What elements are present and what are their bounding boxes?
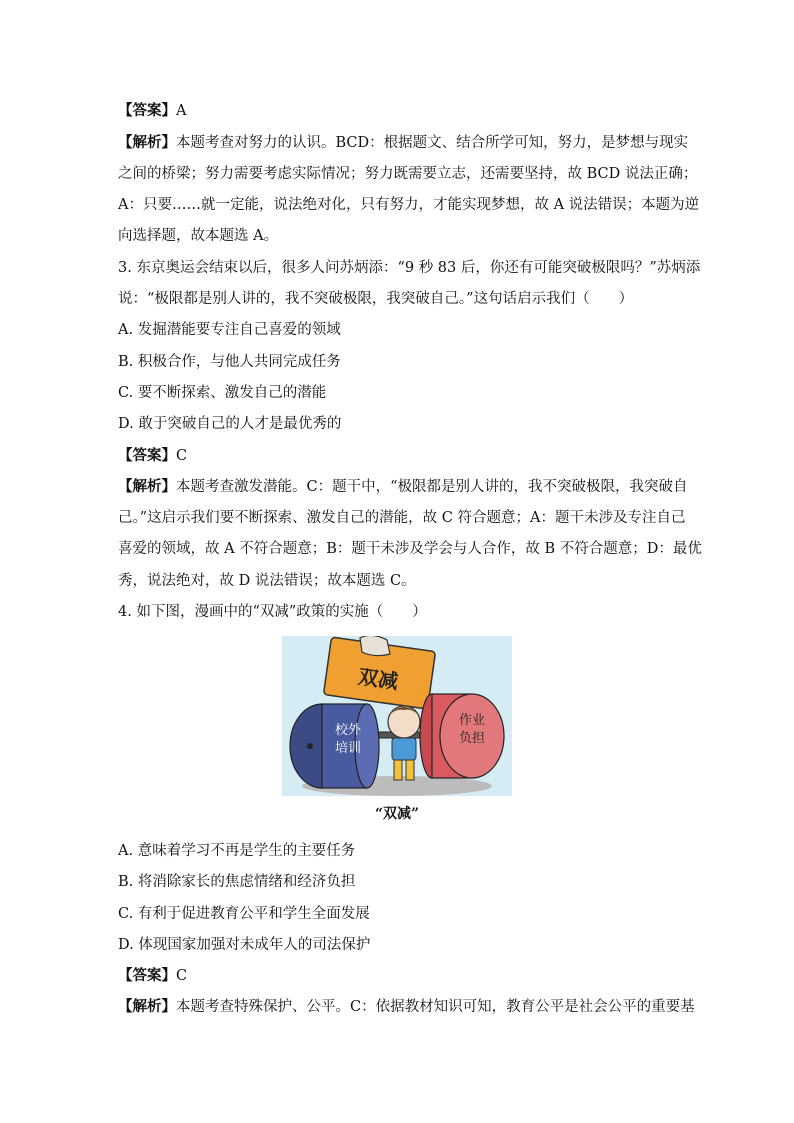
analysis-text: 本题考查激发潜能。C：题干中，“极限都是别人讲的，我不突破极限，我突破自 [176, 479, 688, 495]
right-weight-label-2: 负担 [458, 731, 486, 746]
q4-option-c: C. 有利于促进教育公平和学生全面发展 [118, 906, 370, 922]
answer-tag: 【答案】 [118, 967, 176, 984]
q3-analysis-line-4: 秀，说法绝对，故 D 说法错误；故本题选 C。 [118, 573, 416, 589]
q2-analysis-line-2: 之间的桥梁；努力需要考虑实际情况；努力既需要立志，还需要坚持，故 BCD 说法正确； [118, 166, 698, 182]
q3-stem-line-1: 3. 东京奥运会结束以后，很多人问苏炳添：“9 秒 83 后，你还有可能突破极限吗？”苏炳添 [118, 260, 701, 276]
q3-analysis-line-3: 喜爱的领域，故 A 不符合题意；B：题干未涉及学会与人合作，故 B 不符合题意；D：最优 [118, 541, 702, 557]
q2-analysis-line-3: A：只要……就一定能，说法绝对化，只有努力，才能实现梦想，故 A 说法错误；本题为逆 [118, 197, 700, 213]
shuangjian-cartoon [282, 636, 512, 826]
answer-value: C [176, 968, 188, 984]
analysis-tag: 【解析】 [118, 478, 176, 495]
answer-tag: 【答案】 [118, 102, 176, 119]
q3-analysis-line-1 [118, 477, 688, 497]
answer-tag: 【答案】 [118, 447, 176, 464]
left-weight-label-1: 校外 [334, 723, 362, 738]
q2-answer-line [118, 101, 678, 121]
q3-analysis-line-2: 己。”这启示我们要不断探索、激发自己的潜能，故 C 符合题意；A：题干未涉及专注自己 [118, 510, 686, 526]
left-weight-label-2: 培训 [334, 741, 362, 756]
q4-option-a: A. 意味着学习不再是学生的主要任务 [118, 843, 356, 859]
left-weight [290, 704, 379, 788]
cartoon-caption: “双减” [374, 806, 420, 822]
q4-analysis-line-1 [118, 997, 695, 1017]
q4-option-d: D. 体现国家加强对未成年人的司法保护 [118, 937, 371, 953]
q3-option-a: A. 发掘潜能要专注自己喜爱的领域 [118, 322, 341, 338]
q4-stem: 4. 如下图，漫画中的“双减”政策的实施（ ） [118, 604, 427, 620]
analysis-tag: 【解析】 [118, 134, 176, 151]
analysis-tag: 【解析】 [118, 998, 176, 1015]
q4-option-b: B. 将消除家长的焦虑情绪和经济负担 [118, 874, 356, 890]
q3-option-c: C. 要不断探索、激发自己的潜能 [118, 385, 327, 401]
q3-option-d: D. 敢于突破自己的人才是最优秀的 [118, 416, 342, 432]
q3-option-b: B. 积极合作，与他人共同完成任务 [118, 354, 341, 370]
right-weight-label-1: 作业 [458, 713, 486, 728]
top-block-label: 双减 [356, 664, 400, 694]
q4-answer-line [118, 966, 678, 986]
analysis-text: 本题考查对努力的认识。BCD：根据题文、结合所学可知，努力，是梦想与现实 [176, 135, 689, 151]
q2-analysis-line-1 [118, 133, 689, 153]
q3-stem-line-2: 说：“极限都是别人讲的，我不突破极限，我突破自己。”这句话启示我们（ ） [118, 291, 634, 307]
q3-answer-line [118, 446, 678, 466]
analysis-text: 本题考查特殊保护、公平。C：依据教材知识可知，教育公平是社会公平的重要基 [176, 999, 695, 1015]
answer-value: A [176, 103, 187, 119]
q2-analysis-line-4: 向选择题，故本题选 A。 [118, 228, 279, 244]
answer-value: C [176, 448, 188, 464]
hand-icon [360, 636, 390, 656]
right-weight [420, 694, 504, 778]
